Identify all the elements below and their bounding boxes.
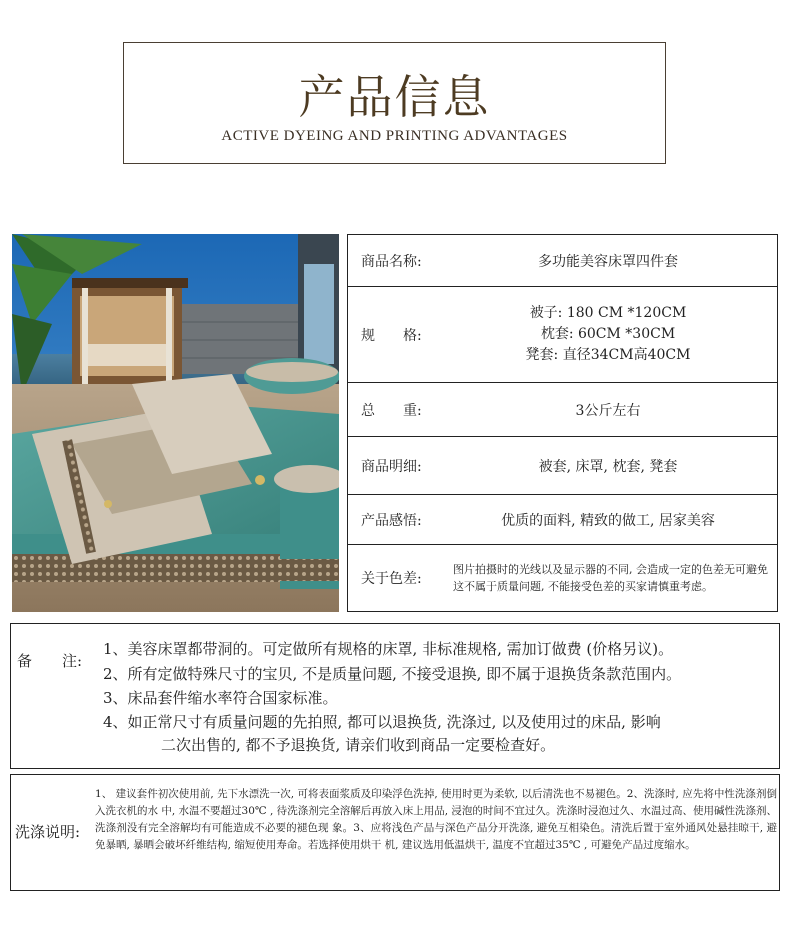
spec-row-name (348, 235, 777, 287)
spec-label-color: 关于色差: (361, 571, 422, 587)
spec-row-feel (348, 495, 777, 545)
note-item-3: 3、床品套件缩水率符合国家标准。 (103, 689, 338, 707)
page-subtitle: ACTIVE DYEING AND PRINTING ADVANTAGES (221, 128, 568, 144)
spec-value-weight: 3公斤左右 (575, 402, 641, 419)
spec-row-color (348, 545, 777, 611)
header-box (123, 42, 666, 164)
spec-value-name: 多功能美容床罩四件套 (538, 253, 678, 270)
product-photo-illustration (12, 234, 339, 612)
note-item-1: 1、美容床罩都带洞的。可定做所有规格的床罩, 非标准规格, 需加订做费 (价格另议)。 (103, 640, 674, 658)
wash-text: 1、 建议套件初次使用前, 先下水漂洗一次, 可将表面浆质及印染浮色洗掉, 使用时更为柔软, 以后清洗也不易褪色。2、洗涤时, 应先将中性洗涤剂倒入洗衣机的水 中, 水温不要超过30℃ , 待洗涤剂完全溶解后再放入床上用品, 浸泡的时间不宜过久。洗涤时浸泡过久、水温过高、使用碱性洗涤剂、洗涤剂没有完全溶解均有可能造成不必要的褪色现 象。3、应将浅色产品与深色产品分开洗涤, 避免互相染色。清洗后置于室外通风处悬挂晾干, 避免暴晒, 暴晒会破坏纤维结构, 缩短使用寿命。若选择使用烘干 机, 建议选用低温烘干, 温度不宜超过35℃ , 可避免产品过度缩水。 (95, 788, 777, 851)
spec-row-size (348, 287, 777, 383)
page-title: 产品信息 (298, 70, 491, 124)
size-stool: 凳套: 直径34CM高40CM (525, 347, 691, 363)
note-item-4-cont: 二次出售的, 都不予退换货, 请亲们收到商品一定要检查好。 (161, 736, 556, 754)
spec-label-weight: 总 重: (361, 402, 422, 419)
size-pillow: 枕套: 60CM *30CM (540, 326, 676, 342)
spec-table (347, 234, 778, 612)
note-item-2: 2、所有定做特殊尺寸的宝贝, 不是质量问题, 不接受退换, 即不属于退换货条款范围内。 (103, 665, 682, 683)
note-item-4: 4、如正常尺寸有质量问题的先拍照, 都可以退换货, 洗涤过, 以及使用过的床品, 影响 (103, 713, 661, 731)
spec-label-name: 商品名称: (361, 253, 422, 270)
spec-value-color: 图片拍摄时的光线以及显示器的不同, 会造成一定的色差无可避免这不属于质量问题, 不能接受色差的买家请慎重考虑。 (453, 563, 768, 593)
spec-value-size (443, 287, 773, 382)
spec-row-weight (348, 383, 777, 437)
spec-row-detail (348, 437, 777, 495)
spec-value-feel: 优质的面料, 精致的做工, 居家美容 (501, 512, 715, 529)
notes-box (10, 623, 780, 769)
wash-label: 洗涤说明: (15, 823, 81, 841)
wash-box (10, 774, 780, 891)
spec-label-detail: 商品明细: (361, 458, 422, 475)
spec-label-feel: 产品感悟: (361, 512, 422, 529)
spec-label-size: 规 格: (361, 327, 422, 344)
spec-value-detail: 被套, 床罩, 枕套, 凳套 (538, 458, 678, 475)
notes-label: 备 注: (17, 652, 83, 670)
product-photo (12, 234, 339, 612)
size-quilt: 被子: 180 CM *120CM (529, 305, 687, 321)
